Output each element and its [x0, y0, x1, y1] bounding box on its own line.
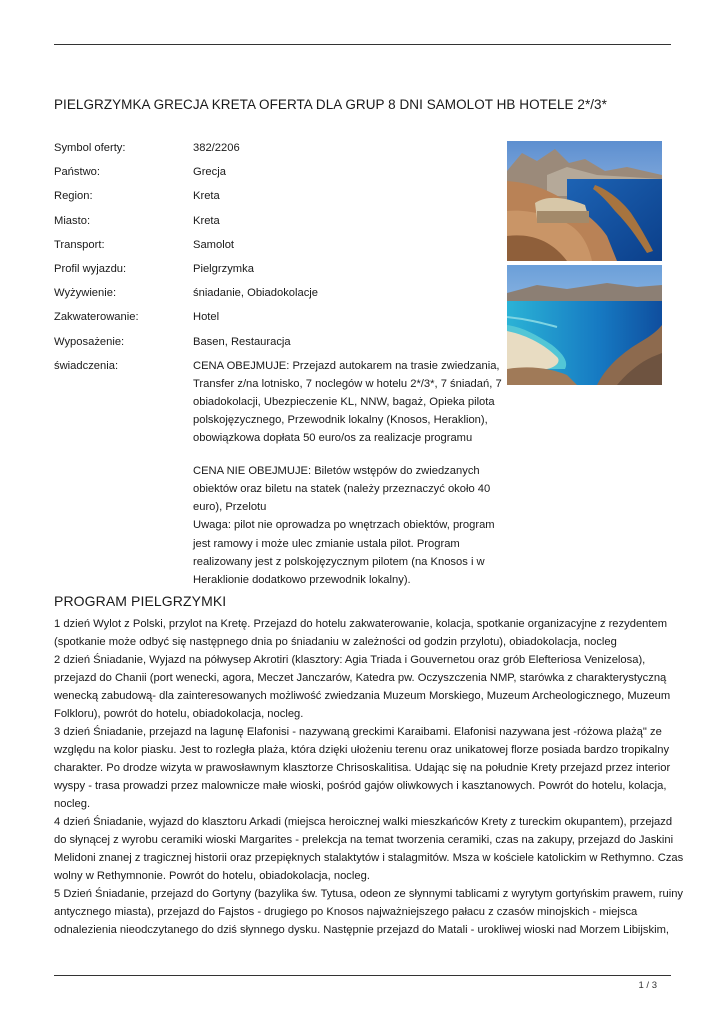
detail-label: Zakwaterowanie: [54, 311, 139, 324]
detail-row-region [54, 190, 502, 214]
detail-value: 382/2206 [193, 142, 240, 154]
crete-mountain-coast-photo [507, 141, 662, 261]
price-includes: CENA OBEJMUJE: Przejazd autokarem na trasie zwiedzania, Transfer z/na lotnisko, 7 noclegów w hotelu 2*/3*, 7 śniadań, 7 obiadokolacji, Ubezpieczenie KL, NNW, bagaż, Opieka pilota polskojęzycznego, Przewodnik lokalny (Knosos, Heraklion), obowiązkowa dopłata 50 euro/os za realizacje programu [193, 359, 502, 445]
detail-label: Symbol oferty: [54, 142, 126, 154]
detail-row-trip-profile [54, 263, 502, 287]
program-heading: PROGRAM PIELGRZYMKI [54, 593, 227, 609]
program-day-3: 3 dzień Śniadanie, przejazd na lagunę Elafonisi - nazywaną greckimi Karaibami. Elafonisi nazywana jest -różowa plażą" ze względu na kolor piasku. Jest to rozległa plaża, która dzięki ułożeniu terenu oraz unikatowej florze posiada bardzo tropikalny charakter. Po drodze wizyta w prawosławnym klasztorze Chrisoskalitisa. Udając się na południe Krety przejazd przez interior wyspy - trasa prowadzi przez malownicze małe wioski, pośród gajów oliwkowych i kasztanowych. Powrót do hotelu, kolacja, nocleg. [54, 726, 671, 810]
detail-row-accommodation [54, 311, 502, 335]
detail-value: Kreta [193, 214, 220, 227]
detail-label: Miasto: [54, 214, 91, 227]
services-text [193, 357, 502, 589]
detail-label: Wyposażenie: [54, 335, 125, 348]
detail-row-city [54, 215, 502, 239]
detail-row-services [54, 357, 502, 589]
detail-row-symbol [54, 142, 502, 166]
detail-value: Kreta [193, 190, 220, 203]
detail-row-transport [54, 239, 502, 263]
detail-label: Transport: [54, 238, 105, 251]
detail-label: Profil wyjazdu: [54, 262, 127, 275]
detail-label: świadczenia: [54, 359, 119, 372]
detail-value: Basen, Restauracja [193, 335, 291, 348]
detail-label: Państwo: [54, 166, 101, 179]
program-day-1: 1 dzień Wylot z Polski, przylot na Kretę. Przejazd do hotelu zakwaterowanie, kolacja, spotkanie organizacyjne z rezydentem (spotkanie może odbyć się następnego dnia po śniadaniu w zależności od godzin przylotu), obiadokolacja, nocleg [54, 618, 668, 648]
detail-label: Region: [54, 190, 93, 203]
detail-label: Wyżywienie: [54, 287, 117, 300]
detail-row-meals [54, 287, 502, 311]
program-day-4: 4 dzień Śniadanie, wyjazd do klasztoru Arkadi (miejsca heroicznej walki mieszkańców Krety z tureckim okupantem), przejazd do słynącej z wyrobu ceramiki wioski Margarites - prelekcja na temat tworzenia ceramiki, czas na zakupy, przejazd do Jaskini Melidoni znanej z tragicznej historii oraz przepięknych stalaktytów i stalagmitów. Msza w kościele katolickim w Rethymno. Czas wolny w Rethymnonie. Powrót do hotelu, obiadokolacja, nocleg. [54, 816, 684, 882]
services-note: Uwaga: pilot nie oprowadza po wnętrzach obiektów, program jest ramowy i może ulec zmianie ustala pilot. Program realizowany jest z polskojęzycznym pilotem (na Knosos i w Heraklionie dodatkowo przewodnik lokalny). [193, 519, 495, 586]
program-day-5: 5 Dzień Śniadanie, przejazd do Gortyny (bazylika św. Tytusa, odeon ze słynnymi tablicami z wyrytym gortyńskim prawem, ruiny antycznego miasta), przejazd do Fajstos - drugiego po Knosos najważniejszego pałacu z czasów minojskich - miejsca odnalezienia nieodczytanego do dziś słynnego dysku. Następnie przejazd do Matali - urokliwej wioski nad Morzem Libijskim, [54, 888, 684, 936]
program-body [54, 615, 684, 939]
price-excludes: CENA NIE OBEJMUJE: Biletów wstępów do zwiedzanych obiektów oraz biletu na statek (należy przeznaczyć około 40 euro), Przelotu [193, 465, 491, 514]
detail-value: Grecja [193, 166, 226, 179]
program-day-2: 2 dzień Śniadanie, Wyjazd na półwysep Akrotiri (klasztory: Agia Triada i Gouvernetou oraz grób Elefteriosa Venizelosa), przejazd do Chanii (port wenecki, agora, Meczet Janczarów, Katedra pw. Oczyszczenia NMP, starówka z charakterystyczną wenecką zabudową- dla zainteresowanych możliwość zwiedzania Muzeum Morskiego, Muzeum Archeologicznego, Muzeum Folkloru), powrót do hotelu, obiadokolacja, nocleg. [54, 654, 671, 720]
offer-title: PIELGRZYMKA GRECJA KRETA OFERTA DLA GRUP 8 DNI SAMOLOT HB HOTELE 2*/3* [54, 97, 607, 112]
detail-value: Hotel [193, 311, 220, 324]
detail-value: Pielgrzymka [193, 262, 254, 275]
bottom-rule [54, 975, 671, 976]
offer-details [54, 142, 502, 589]
page-number: 1 / 3 [638, 980, 657, 991]
balos-lagoon-photo [507, 265, 662, 385]
detail-row-country [54, 166, 502, 190]
top-rule [54, 44, 671, 45]
detail-value: Samolot [193, 238, 235, 251]
detail-value: śniadanie, Obiadokolacje [193, 287, 319, 300]
